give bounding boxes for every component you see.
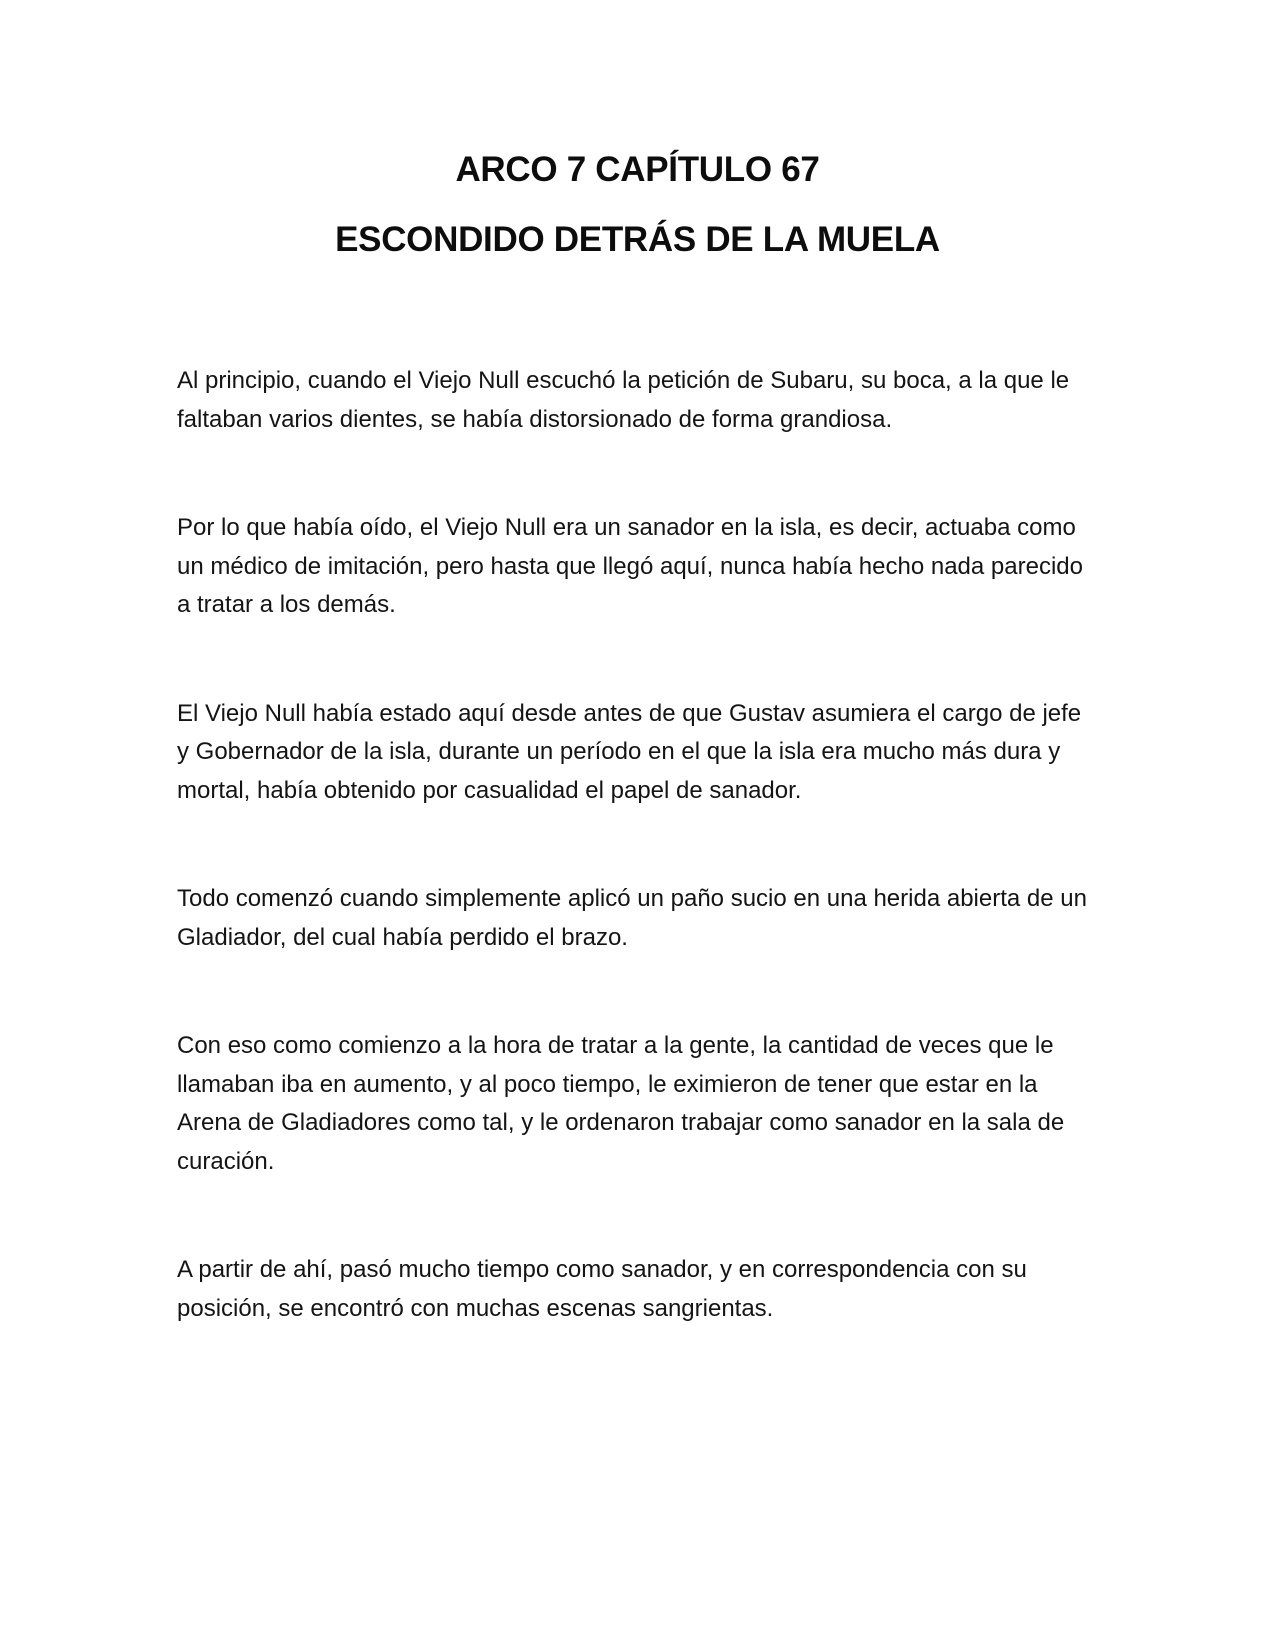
paragraph-3: El Viejo Null había estado aquí desde antes de que Gustav asumiera el cargo de jefe y Gobernador de la isla, durante un período en el que la isla era mucho más dura y mortal, había obtenido por casualidad el papel de sanador.	[177, 699, 1082, 804]
paragraph-5: Con eso como comienzo a la hora de tratar a la gente, la cantidad de veces que le llamaban iba en aumento, y al poco tiempo, le eximieron de tener que estar en la Arena de Gladiadores como tal, y le ordenaron trabajar como sanador en la sala de curación.	[177, 1032, 1065, 1175]
chapter-number-title: ARCO 7 CAPÍTULO 67	[455, 150, 820, 189]
chapter-name-title: ESCONDIDO DETRÁS DE LA MUELA	[335, 220, 940, 259]
chapter-body	[177, 362, 1097, 1328]
paragraph-4: Todo comenzó cuando simplemente aplicó un paño sucio en una herida abierta de un Gladiador, del cual había perdido el brazo.	[177, 885, 1087, 951]
chapter-heading	[0, 150, 1275, 260]
paragraph-1: Al principio, cuando el Viejo Null escuchó la petición de Subaru, su boca, a la que le faltaban varios dientes, se había distorsionado de forma grandiosa.	[177, 367, 1070, 433]
paragraph-2: Por lo que había oído, el Viejo Null era un sanador en la isla, es decir, actuaba como un médico de imitación, pero hasta que llegó aquí, nunca había hecho nada parecido a tratar a los demás.	[177, 514, 1083, 618]
paragraph-6: A partir de ahí, pasó mucho tiempo como sanador, y en correspondencia con su posición, se encontró con muchas escenas sangrientas.	[177, 1256, 1027, 1322]
